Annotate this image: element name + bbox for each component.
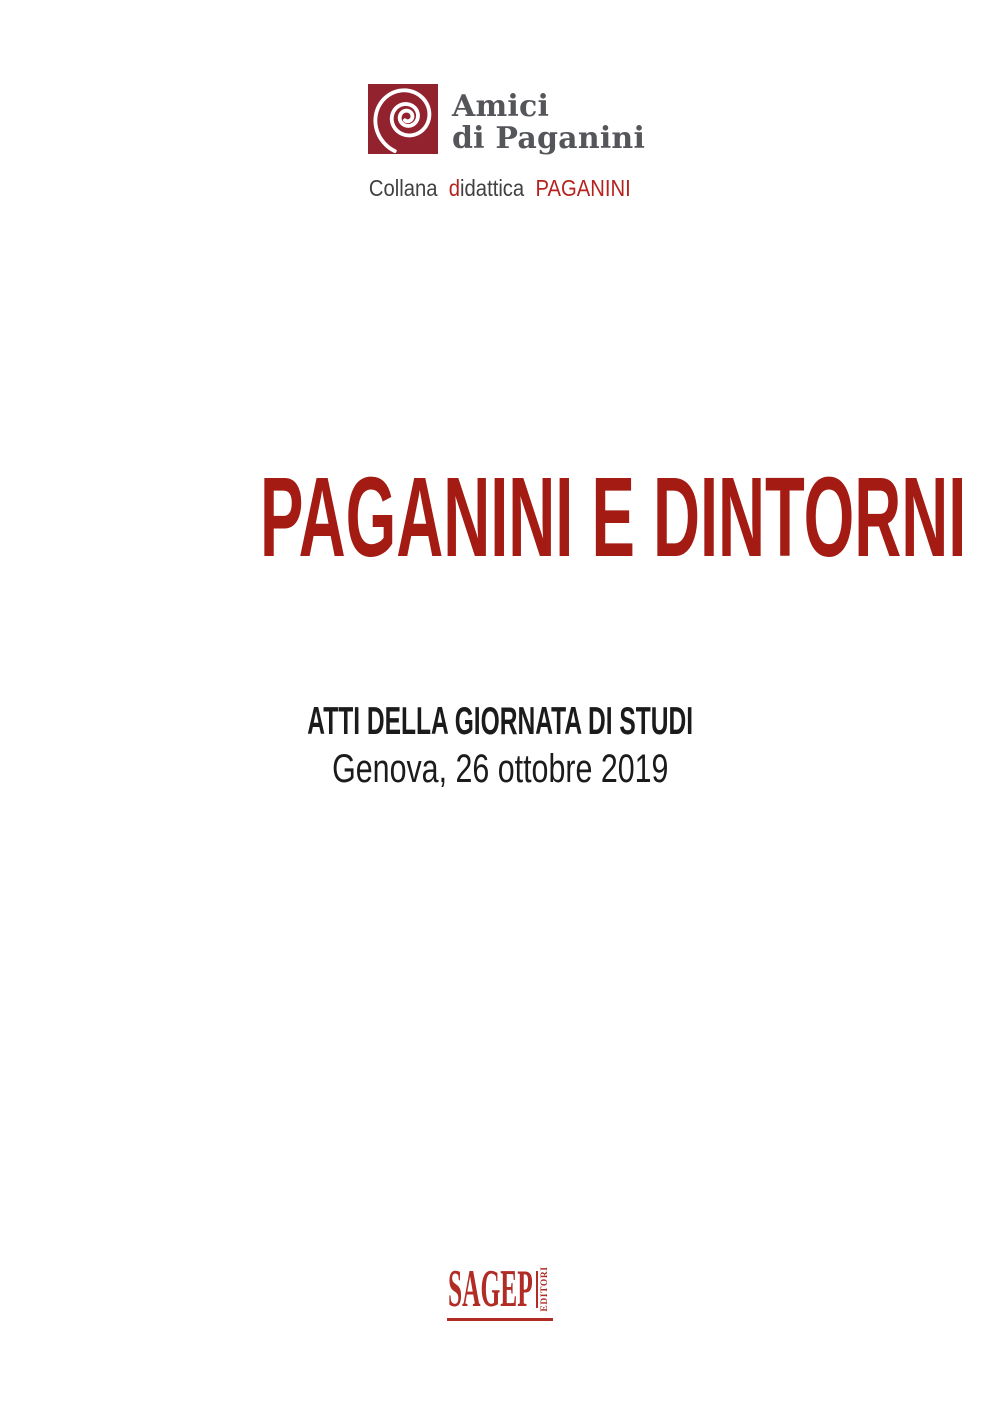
association-name-line1: Amici [452, 89, 550, 124]
subtitle-text: ATTI DELLA GIORNATA DI STUDI [307, 700, 693, 743]
publisher-logo-row [448, 1260, 552, 1318]
publisher-name-box [448, 1260, 533, 1318]
series-didattica-red-initial: d [449, 175, 461, 201]
association-name [452, 91, 645, 155]
series-word-didattica [449, 175, 524, 201]
spiral-path [375, 90, 429, 151]
event-line-text: Genova, 26 ottobre 2019 [331, 747, 669, 791]
page-title-text: PAGANINI E DINTORNI [259, 454, 967, 580]
series-word-paganini: PAGANINI [535, 175, 631, 201]
spiral-icon [368, 84, 438, 154]
publisher-tagline-box [538, 1266, 552, 1312]
publisher-logo [0, 1260, 1000, 1321]
series-line-text [369, 174, 631, 202]
series-word-collana: Collana [369, 175, 438, 201]
series-line [0, 174, 1000, 202]
publisher-tagline: EDITORI [540, 1266, 550, 1312]
event-line [0, 749, 1000, 789]
publisher-underline [447, 1318, 553, 1321]
association-name-line2: di Paganini [452, 121, 646, 156]
page-title [0, 454, 1000, 580]
publisher-name: SAGEP [448, 1260, 533, 1318]
amici-di-paganini-logo [368, 84, 438, 154]
subtitle [0, 702, 1000, 741]
series-didattica-rest: idattica [460, 175, 525, 201]
